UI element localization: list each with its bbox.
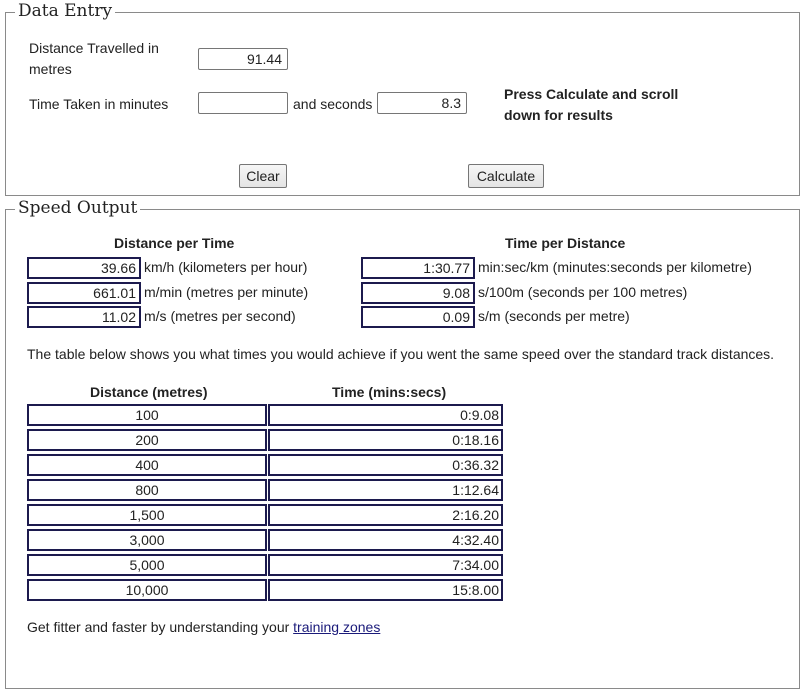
time-per-distance-header: Time per Distance	[505, 235, 626, 251]
s-per-m-unit-label: s/m (seconds per metre)	[478, 308, 630, 324]
table-cell-distance: 100	[27, 404, 267, 426]
table-cell-time: 15:8.00	[268, 579, 503, 601]
min-per-km-unit-label: min:sec/km (minutes:seconds per kilometre)	[478, 259, 752, 275]
calculate-button[interactable]: Calculate	[468, 164, 544, 188]
calculate-hint: Press Calculate and scroll down for results	[504, 86, 679, 123]
table-cell-distance: 3,000	[27, 529, 267, 551]
kmh-unit-label: km/h (kilometers per hour)	[144, 259, 308, 275]
footer-text	[27, 617, 380, 638]
table-cell-time: 0:36.32	[268, 454, 503, 476]
ms-output: 11.02	[27, 306, 141, 328]
table-intro-text: The table below shows you what times you would achieve if you went the same speed over the standard track distances.	[27, 346, 775, 362]
table-cell-distance: 800	[27, 479, 267, 501]
mmin-output: 661.01	[27, 282, 141, 304]
table-cell-time: 1:12.64	[268, 479, 503, 501]
time-minutes-label: Time Taken in minutes	[29, 96, 169, 112]
distance-per-time-header: Distance per Time	[114, 235, 235, 251]
footer-prefix: Get fitter and faster by understanding your	[27, 619, 294, 635]
table-cell-distance: 5,000	[27, 554, 267, 576]
table-cell-distance: 400	[27, 454, 267, 476]
distance-input[interactable]: 91.44	[198, 48, 288, 70]
ms-unit-label: m/s (metres per second)	[144, 308, 296, 324]
table-cell-distance: 1,500	[27, 504, 267, 526]
training-zones-link[interactable]: training zones	[293, 619, 381, 635]
min-per-km-output: 1:30.77	[361, 257, 475, 279]
kmh-output: 39.66	[27, 257, 141, 279]
seconds-input[interactable]: 8.3	[377, 92, 467, 114]
mmin-unit-label: m/min (metres per minute)	[144, 284, 309, 300]
table-cell-time: 7:34.00	[268, 554, 503, 576]
table-cell-time: 0:18.16	[268, 429, 503, 451]
speed-output-legend: Speed Output	[15, 198, 140, 218]
s-per-100m-unit-label: s/100m (seconds per 100 metres)	[478, 284, 688, 300]
s-per-m-output: 0.09	[361, 306, 475, 328]
table-cell-distance: 10,000	[27, 579, 267, 601]
and-seconds-label: and seconds	[293, 96, 373, 112]
table-cell-distance: 200	[27, 429, 267, 451]
distance-label: Distance Travelled in metres	[29, 40, 159, 77]
s-per-100m-output: 9.08	[361, 282, 475, 304]
table-cell-time: 4:32.40	[268, 529, 503, 551]
table-header-distance: Distance (metres)	[90, 384, 208, 400]
table-cell-time: 0:9.08	[268, 404, 503, 426]
data-entry-legend: Data Entry	[15, 1, 115, 21]
minutes-input[interactable]	[198, 92, 288, 114]
table-cell-time: 2:16.20	[268, 504, 503, 526]
table-header-time: Time (mins:secs)	[332, 384, 447, 400]
clear-button[interactable]: Clear	[239, 164, 287, 188]
